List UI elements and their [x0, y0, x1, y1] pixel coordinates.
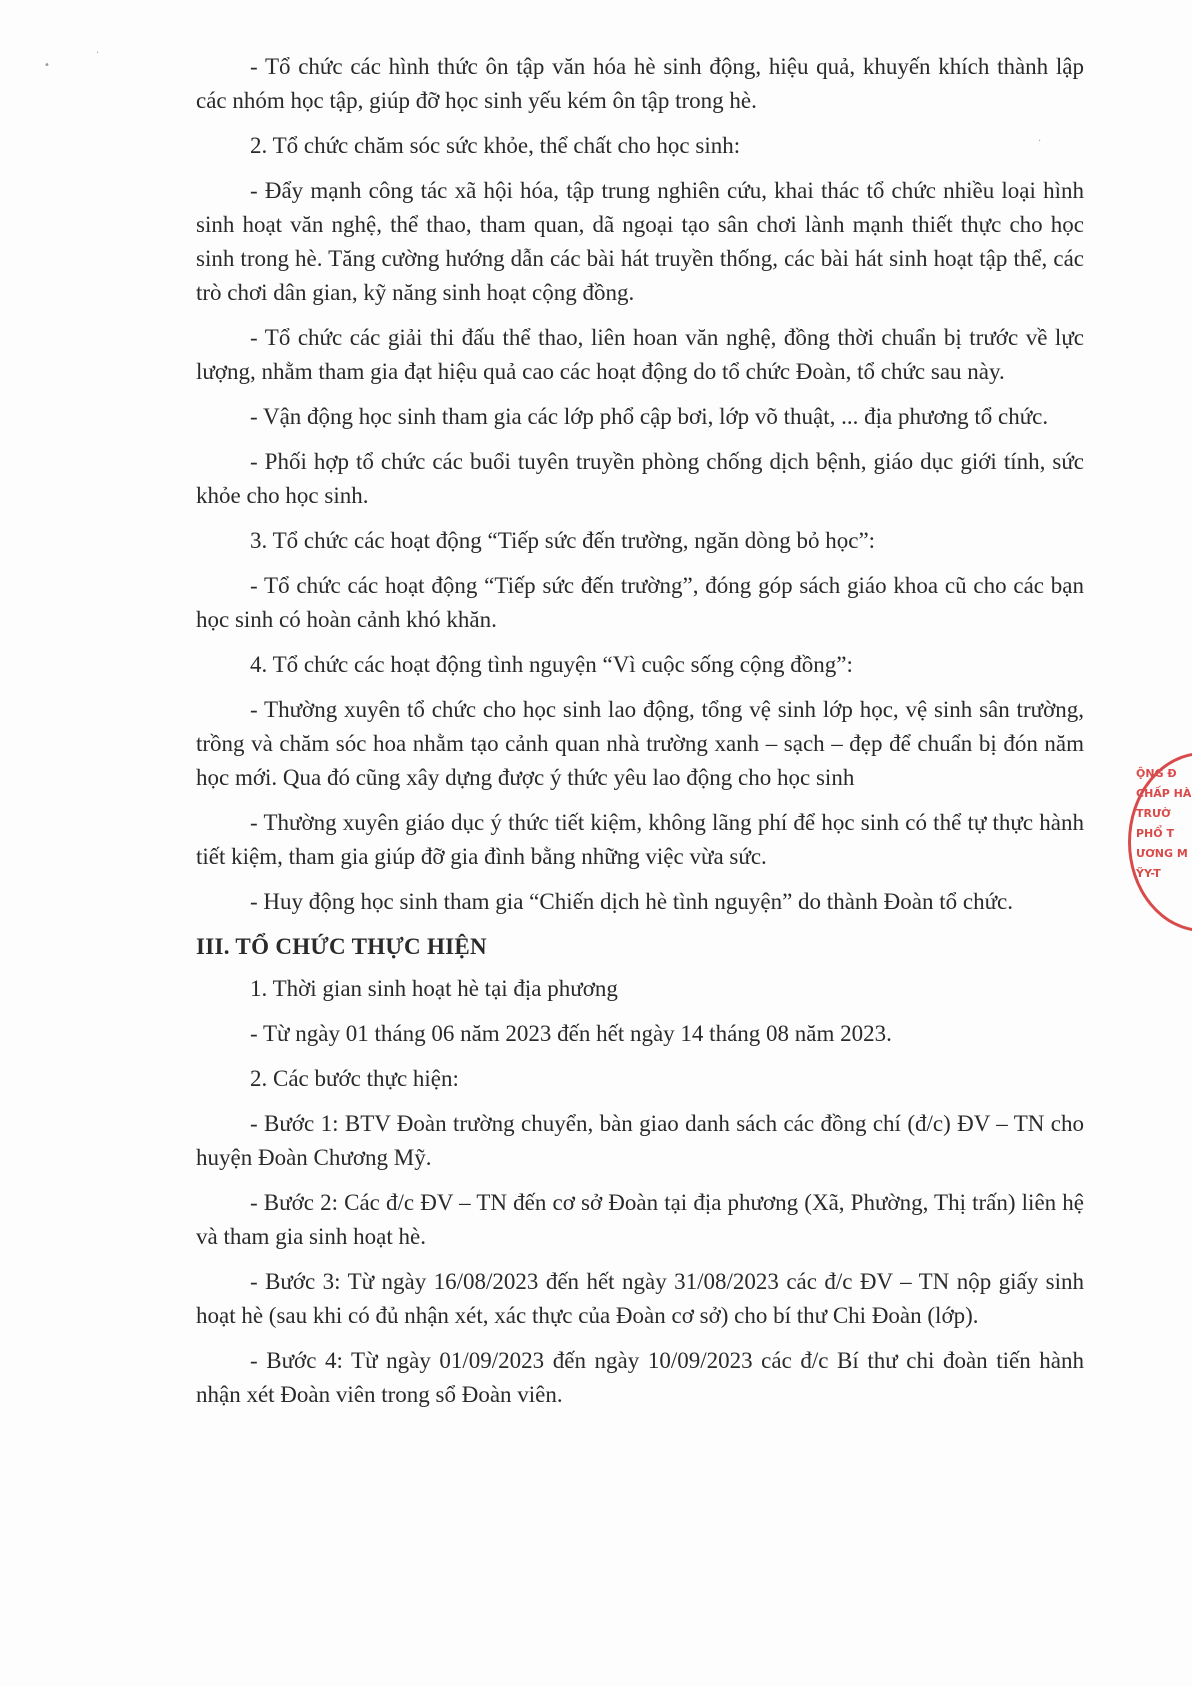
stamp-fragment: ỸY-T: [1136, 867, 1161, 880]
stamp-fragment: ỘNG Đ: [1136, 767, 1177, 780]
paragraph-step-1: - Bước 1: BTV Đoàn trường chuyển, bàn giao danh sách các đồng chí (đ/c) ĐV – TN cho huyện Đoàn Chương Mỹ.: [196, 1111, 1084, 1170]
paragraph-summer-campaign: - Huy động học sinh tham gia “Chiến dịch hè tình nguyện” do thành Đoàn tổ chức.: [250, 889, 1013, 914]
paragraph-step-4: - Bước 4: Từ ngày 01/09/2023 đến ngày 10/09/2023 các đ/c Bí thư chi đoàn tiến hành nhận xét Đoàn viên trong sổ Đoàn viên.: [196, 1348, 1084, 1407]
paragraph-swimming-classes: - Vận động học sinh tham gia các lớp phổ cập bơi, lớp võ thuật, ... địa phương tổ chức.: [250, 404, 1049, 429]
heading-school-support: 3. Tổ chức các hoạt động “Tiếp sức đến trường, ngăn dòng bỏ học”:: [250, 528, 876, 553]
stamp-fragment: TRƯỜ: [1136, 807, 1171, 820]
red-seal-stamp: [1128, 752, 1192, 932]
heading-steps: 2. Các bước thực hiện:: [250, 1066, 459, 1091]
document-body: [196, 50, 1084, 1423]
heading-volunteer: 4. Tổ chức các hoạt động tình nguyện “Vì cuộc sống cộng đồng”:: [250, 652, 853, 677]
heading-health-care: 2. Tổ chức chăm sóc sức khỏe, thể chất cho học sinh:: [250, 133, 741, 158]
paragraph-socialization: - Đẩy mạnh công tác xã hội hóa, tập trung nghiên cứu, khai thác tổ chức nhiều loại hình sinh hoạt văn nghệ, thể thao, tham quan, dã ngoại tạo sân chơi lành mạnh thiết thực cho học sinh trong hè. Tăng cường hướng dẫn các bài hát truyền thống, các bài hát sinh hoạt tập thể, các trò chơi dân gian, kỹ năng sinh hoạt cộng đồng.: [196, 178, 1084, 305]
scan-speck: •: [44, 60, 50, 71]
paragraph-step-2: - Bước 2: Các đ/c ĐV – TN đến cơ sở Đoàn tại địa phương (Xã, Phường, Thị trấn) liên hệ và tham gia sinh hoạt hè.: [196, 1190, 1084, 1249]
paragraph-date-range: - Từ ngày 01 tháng 06 năm 2023 đến hết ngày 14 tháng 08 năm 2023.: [250, 1021, 892, 1046]
paragraph-review-activities: - Tổ chức các hình thức ôn tập văn hóa hè sinh động, hiệu quả, khuyến khích thành lập các nhóm học tập, giúp đỡ học sinh yếu kém ôn tập trong hè.: [196, 54, 1084, 113]
stamp-fragment: PHỔ T: [1136, 827, 1174, 840]
heading-summer-time: 1. Thời gian sinh hoạt hè tại địa phương: [250, 976, 618, 1001]
paragraph-step-3: - Bước 3: Từ ngày 16/08/2023 đến hết ngày 31/08/2023 các đ/c ĐV – TN nộp giấy sinh hoạt hè (sau khi có đủ nhận xét, xác thực của Đoàn cơ sở) cho bí thư Chi Đoàn (lớp).: [196, 1269, 1084, 1328]
paragraph-health-propaganda: - Phối hợp tổ chức các buổi tuyên truyền phòng chống dịch bệnh, giáo dục giới tính, sức khỏe cho học sinh.: [196, 449, 1084, 508]
paragraph-saving-education: - Thường xuyên giáo dục ý thức tiết kiệm, không lãng phí để học sinh có thể tự thực hành tiết kiệm, tham gia giúp đỡ gia đình bằng những việc vừa sức.: [196, 810, 1084, 869]
stamp-fragment: ƯƠNG M: [1136, 847, 1188, 860]
paragraph-labor-cleanup: - Thường xuyên tổ chức cho học sinh lao động, tổng vệ sinh lớp học, vệ sinh sân trường, trồng và chăm sóc hoa nhằm tạo cảnh quan nhà trường xanh – sạch – đẹp để chuẩn bị đón năm học mới. Qua đó cũng xây dựng được ý thức yêu lao động cho học sinh: [196, 697, 1084, 790]
scan-speck: ·: [96, 48, 100, 59]
paragraph-textbook-donation: - Tổ chức các hoạt động “Tiếp sức đến trường”, đóng góp sách giáo khoa cũ cho các bạn học sinh có hoàn cảnh khó khăn.: [196, 573, 1084, 632]
scan-speck: ·: [1038, 136, 1042, 147]
section-heading-implementation: III. TỔ CHỨC THỰC HIỆN: [196, 934, 487, 959]
stamp-fragment: CHẤP HÀ: [1136, 787, 1192, 800]
paragraph-sports-contests: - Tổ chức các giải thi đấu thể thao, liên hoan văn nghệ, đồng thời chuẩn bị trước về lực lượng, nhằm tham gia đạt hiệu quả cao các hoạt động do tổ chức Đoàn, tổ chức sau này.: [196, 325, 1084, 384]
stamp-text: [1136, 764, 1191, 884]
